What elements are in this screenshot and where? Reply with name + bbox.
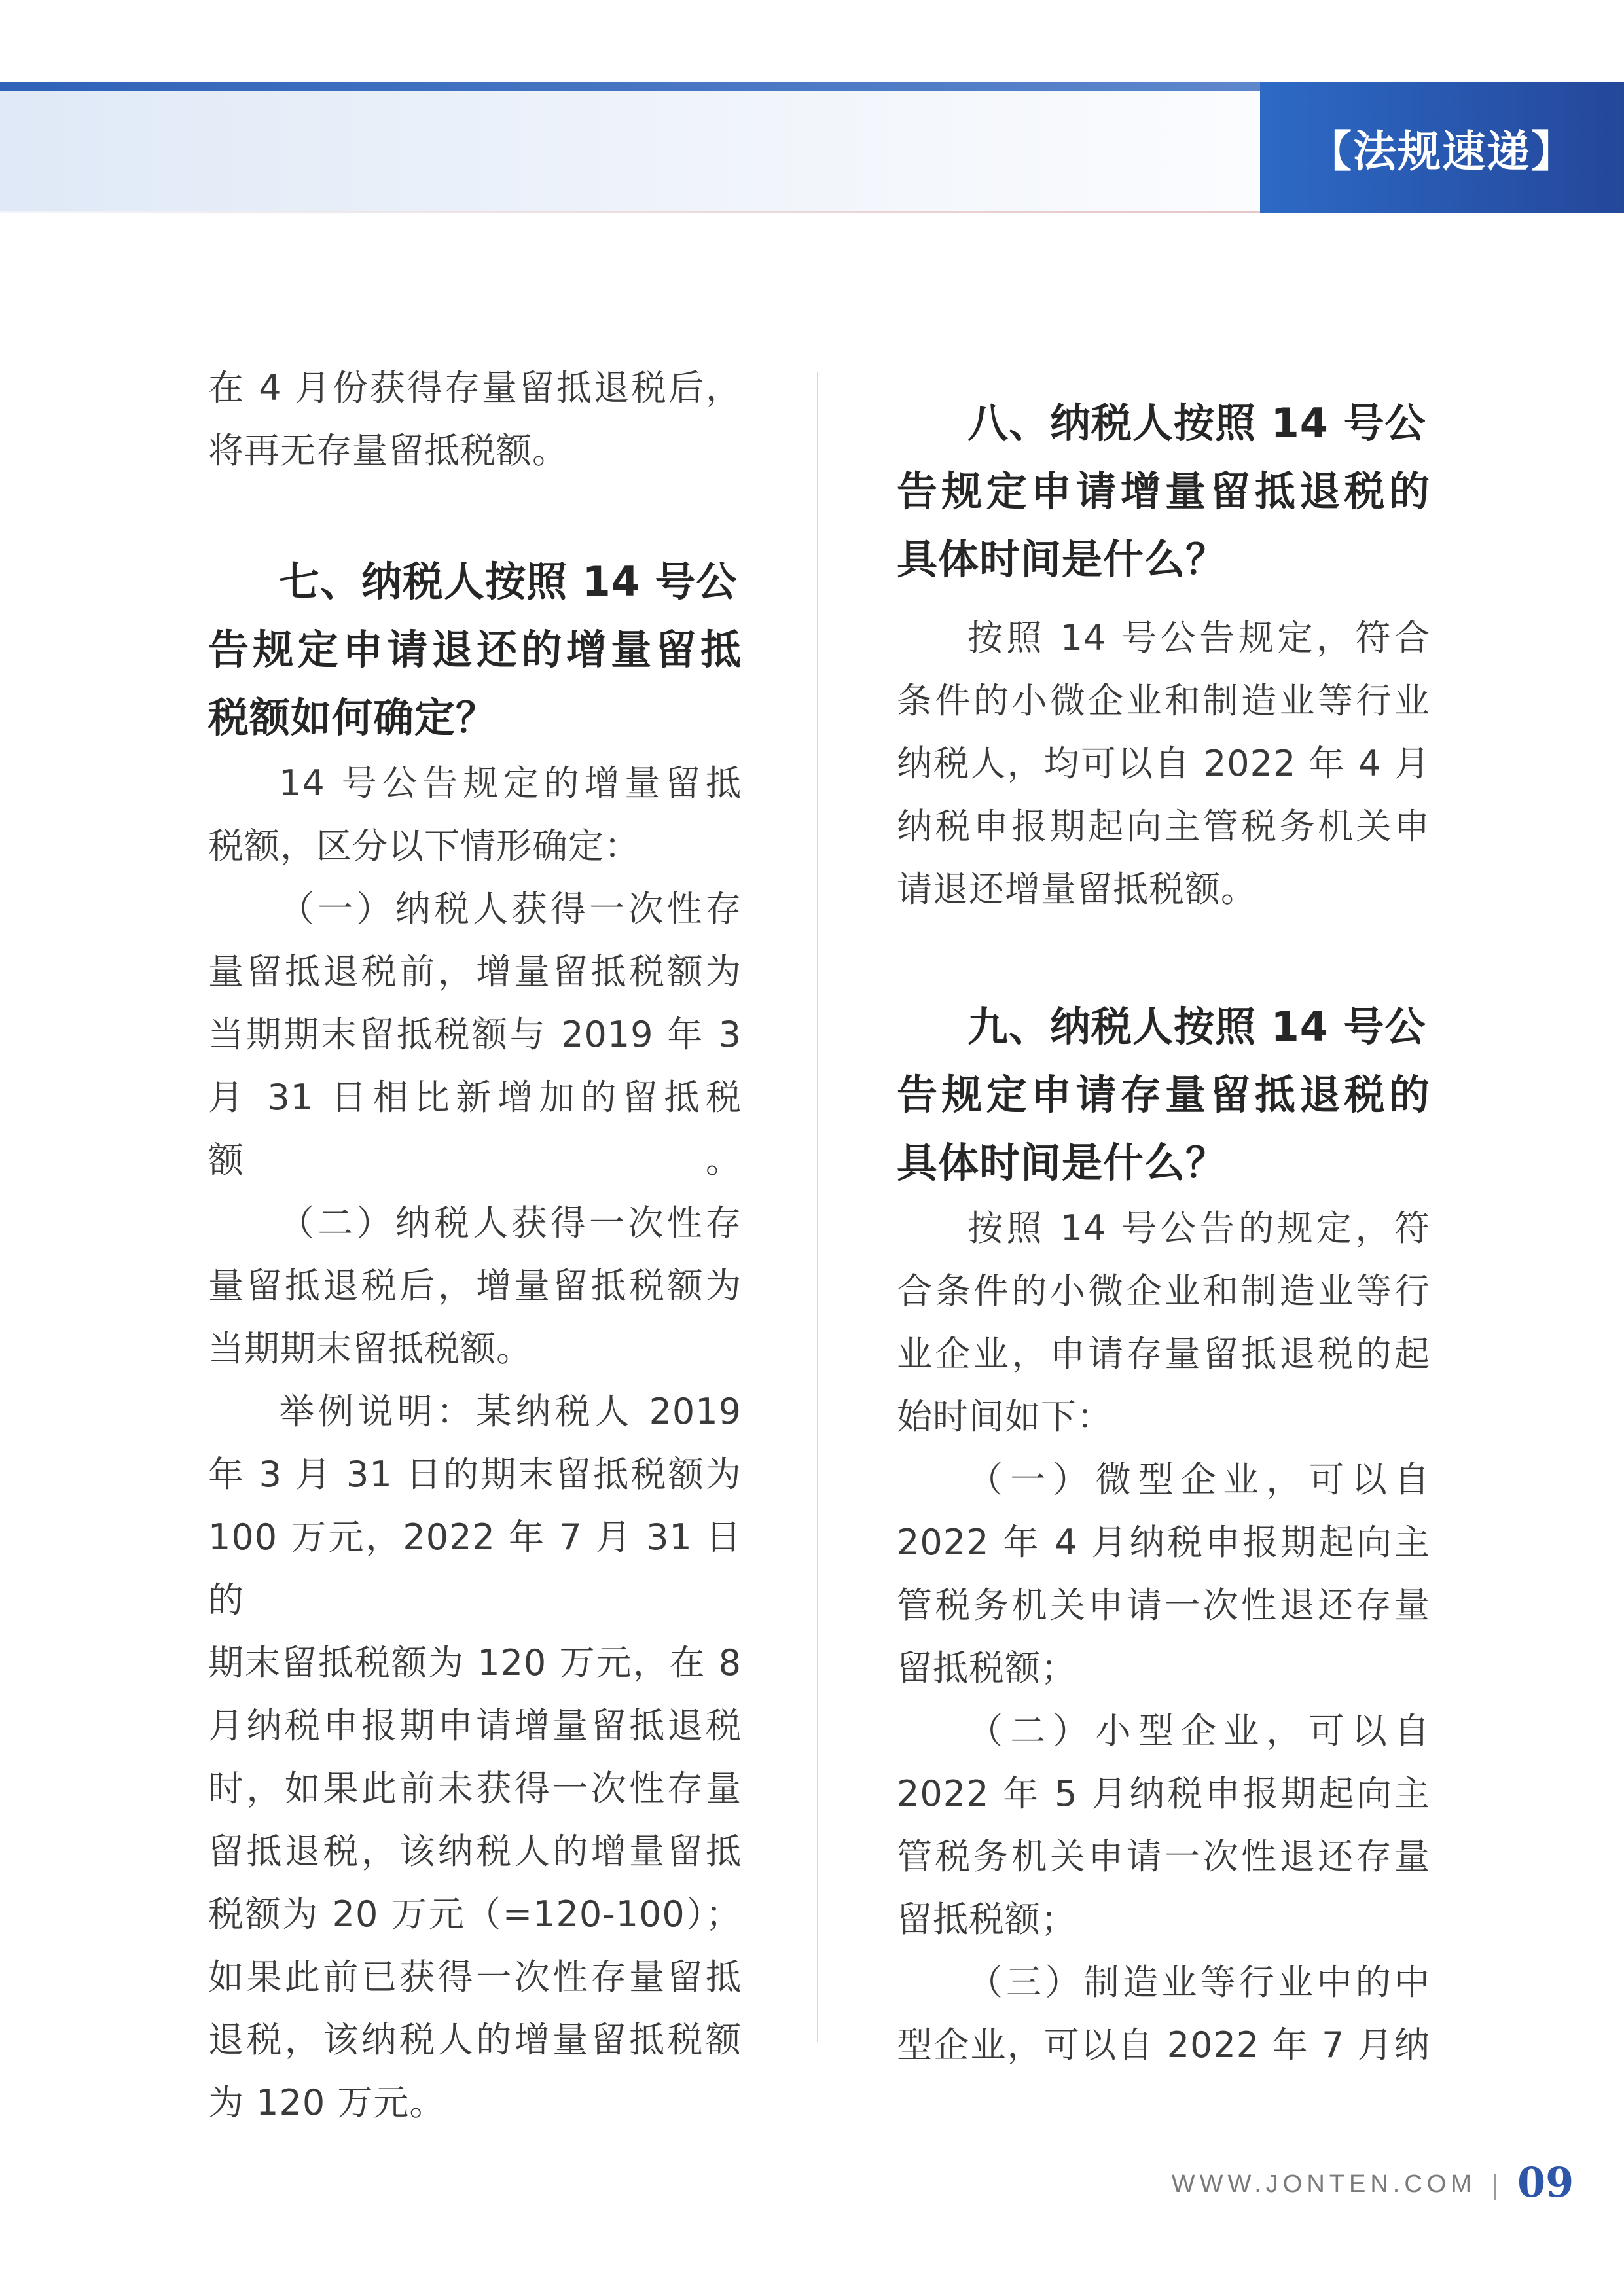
body-line: 当期期末留抵税额。 — [208, 1328, 532, 1369]
body-line: 退税，该纳税人的增量留抵税额 — [208, 2019, 742, 2060]
body-line: 按照 14 号公告的规定，符 — [967, 1208, 1430, 1249]
body-line: 留抵税额； — [897, 1899, 1077, 1940]
body-line: 条件的小微企业和制造业等行业 — [897, 680, 1430, 721]
body-line: 纳税申报期起向主管税务机关申 — [897, 806, 1430, 847]
body-line: 量留抵退税前，增量留抵税额为 — [208, 951, 742, 992]
section-heading-7: 告规定申请退还的增量留抵 — [208, 626, 742, 673]
column-divider — [817, 372, 818, 2042]
section-heading-8: 具体时间是什么？ — [897, 535, 1227, 583]
body-line: 期末留抵税额为 120 万元，在 8 — [208, 1642, 742, 1683]
section-tag: 【法规速递】 — [1260, 82, 1624, 213]
section-heading-9: 具体时间是什么？ — [897, 1139, 1227, 1187]
body-line: 月纳税申报期申请增量留抵退税 — [208, 1705, 742, 1746]
footer-separator — [1494, 2174, 1496, 2200]
body-line: 管税务机关申请一次性退还存量 — [897, 1585, 1430, 1626]
right-column — [897, 389, 1430, 2077]
body-line: 业企业，申请存量留抵退税的起 — [897, 1333, 1430, 1374]
body-line: 税额为 20 万元（=120-100）； — [208, 1893, 742, 1935]
body-line: （二）纳税人获得一次性存 — [279, 1202, 742, 1244]
body-line: （三）制造业等行业中的中 — [967, 1962, 1430, 2003]
body-line: 在 4 月份获得存量留抵退税后， — [208, 367, 742, 408]
left-column — [208, 357, 742, 2134]
body-line: 合条件的小微企业和制造业等行 — [897, 1270, 1430, 1312]
body-line: 当期期末留抵税额与 2019 年 3 — [208, 1014, 742, 1055]
body-line: 年 3 月 31 日的期末留抵税额为 — [208, 1454, 742, 1495]
body-line: 管税务机关申请一次性退还存量 — [897, 1836, 1430, 1877]
body-line: 始时间如下： — [897, 1396, 1113, 1437]
section-heading-9: 告规定申请存量留抵退税的 — [897, 1071, 1430, 1119]
body-line: 请退还增量留抵税额。 — [897, 869, 1257, 910]
body-line: 14 号公告规定的增量留抵 — [279, 762, 742, 804]
body-line: 如果此前已获得一次性存量留抵 — [208, 1956, 742, 1998]
body-line: 量留抵退税后，增量留抵税额为 — [208, 1265, 742, 1306]
body-line: （二）小型企业，可以自 — [967, 1710, 1430, 1751]
body-line: 留抵税额； — [897, 1647, 1077, 1689]
section-heading-7: 税额如何确定？ — [208, 694, 497, 742]
section-heading-9: 九、纳税人按照 14 号公 — [967, 1003, 1426, 1050]
body-line: 为 120 万元。 — [208, 2082, 446, 2123]
footer-website: WWW.JONTEN.COM — [1171, 2170, 1476, 2198]
body-line: 2022 年 5 月纳税申报期起向主 — [897, 1773, 1430, 1814]
header-band — [0, 82, 1260, 213]
section-heading-8: 告规定申请增量留抵退税的 — [897, 467, 1430, 515]
header-bottom-line — [0, 211, 1260, 213]
section-heading-8: 八、纳税人按照 14 号公 — [967, 399, 1426, 447]
body-line: 月 31 日相比新增加的留抵税额。 — [208, 1077, 742, 1181]
body-line: （一）微型企业，可以自 — [967, 1459, 1430, 1500]
body-line: 将再无存量留抵税额。 — [208, 430, 568, 471]
body-line: 举例说明：某纳税人 2019 — [279, 1391, 742, 1432]
section-heading-7: 七、纳税人按照 14 号公 — [279, 558, 738, 605]
page-number: 09 — [1517, 2159, 1574, 2206]
body-line: 纳税人，均可以自 2022 年 4 月 — [897, 743, 1430, 784]
body-line: 税额，区分以下情形确定： — [208, 825, 640, 867]
body-line: 按照 14 号公告规定，符合 — [967, 617, 1430, 658]
body-line: 100 万元，2022 年 7 月 31 日的 — [208, 1516, 742, 1621]
body-line: （一）纳税人获得一次性存 — [279, 888, 742, 929]
body-line: 时，如果此前未获得一次性存量 — [208, 1768, 742, 1809]
header-accent-line — [0, 82, 1260, 91]
body-line: 留抵退税，该纳税人的增量留抵 — [208, 1831, 742, 1872]
body-line: 型企业，可以自 2022 年 7 月纳 — [897, 2024, 1430, 2066]
body-line: 2022 年 4 月纳税申报期起向主 — [897, 1522, 1430, 1563]
